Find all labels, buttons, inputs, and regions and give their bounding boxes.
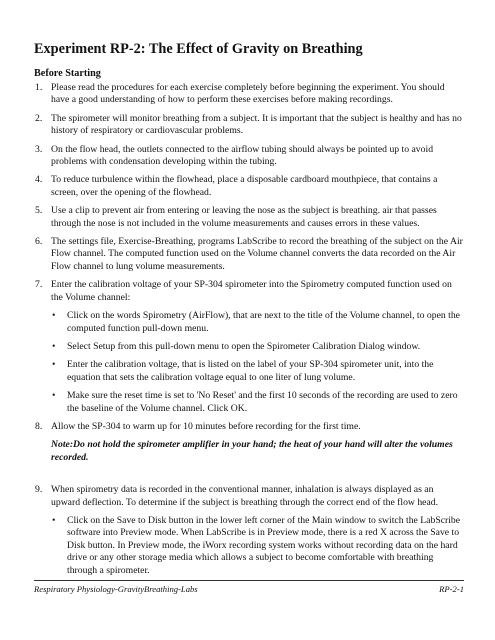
instruction-list xyxy=(34,82,464,583)
list-item-5 xyxy=(34,205,464,230)
sub-item xyxy=(51,310,464,335)
sub-item-text: Enter the calibration voltage, that is listed on the label of your SP-304 spirometer unit, into the equation that sets the calibration voltage equal to one liter of lung volume. xyxy=(67,359,434,383)
item-number: 2. xyxy=(35,112,43,124)
experiment-title: Experiment RP-2: The Effect of Gravity on Breathing xyxy=(34,41,363,57)
bullet-icon: • xyxy=(52,390,56,402)
bullet-icon: • xyxy=(52,514,56,526)
item-text: The spirometer will monitor breathing from a subject. It is important that the subject is healthy and has no history of respiratory or cardiovascular problems. xyxy=(51,112,462,137)
section-heading: Before Starting xyxy=(34,68,101,79)
item-number: 5. xyxy=(35,205,43,217)
item-text: Allow the SP-304 to warm up for 10 minutes before recording for the first time. xyxy=(51,420,361,432)
sub-item xyxy=(51,341,464,353)
sub-item-text: Click on the words Spirometry (AirFlow), that are next to the title of the Volume channel, to open the computed function pull-down menu. xyxy=(67,310,460,334)
sub-item xyxy=(51,515,464,577)
footer-page-number: RP-2-1 xyxy=(439,584,464,594)
item-text: When spirometry data is recorded in the conventional manner, inhalation is always displayed as an upward deflection. To determine if the subject is breathing through the correct end of the flow head. xyxy=(51,484,439,508)
item-text: Please read the procedures for each exercise completely before beginning the experiment. You should have a good understanding of how to perform these exercises before making recordings. xyxy=(51,82,445,106)
item-text: Enter the calibration voltage of your SP-304 spirometer into the Spirometry computed function used on the Volume channel: xyxy=(51,279,452,303)
list-item-3 xyxy=(34,144,464,169)
bullet-icon: • xyxy=(52,359,56,371)
item-text: To reduce turbulence within the flowhead, place a disposable cardboard mouthpiece, that contains a screen, over the opening of the flowhead. xyxy=(51,174,438,198)
item-text: On the flow head, the outlets connected to the airflow tubing should always be pointed up to avoid problems with condensation developing within the tubing. xyxy=(51,143,434,168)
list-item-1 xyxy=(34,82,464,107)
sub-item-text: Click on the Save to Disk button in the lower left corner of the Main window to switch the LabScribe software into Preview mode. When LabScribe is in Preview mode, there is a red X across the Save to Disk button. In Preview mode, the iWorx recording system works without recording data on the hard drive or any other storage media which allows a subject to become comfortable with breathing through a spirometer. xyxy=(67,514,461,576)
footer-divider xyxy=(34,580,464,581)
item-number: 9. xyxy=(35,484,43,496)
item-number: 3. xyxy=(35,143,43,155)
bullet-icon: • xyxy=(52,310,56,322)
sub-item-text: Select Setup from this pull-down menu to open the Spirometer Calibration Dialog window. xyxy=(67,340,421,352)
sub-item-text: Make sure the reset time is set to 'No Reset' and the first 10 seconds of the recording are used to zero the baseline of the Volume channel. Click OK. xyxy=(67,390,458,414)
list-item-7 xyxy=(34,279,464,415)
list-item-4 xyxy=(34,174,464,199)
list-item-6 xyxy=(34,236,464,273)
sub-item xyxy=(51,390,464,415)
list-item-9 xyxy=(34,484,464,577)
item-number: 1. xyxy=(35,82,43,93)
warning-note: Note:Do not hold the spirometer amplifier in your hand; the heat of your hand will alter the volumes recorded. xyxy=(51,439,453,463)
item-number: 8. xyxy=(35,420,43,432)
item-number: 4. xyxy=(35,174,43,186)
footer-course-title: Respiratory Physiology-GravityBreathing-Labs xyxy=(34,584,198,594)
item-number: 6. xyxy=(35,236,43,248)
sub-item xyxy=(51,359,464,384)
list-item-8 xyxy=(34,421,464,464)
item-text: The settings file, Exercise-Breathing, programs LabScribe to record the breathing of the subject on the Air Flow channel. The computed function used on the Volume channel converts the data recorded on the Air Flow channel to lung volume measurements. xyxy=(51,236,463,272)
bullet-icon: • xyxy=(52,340,56,352)
list-item-2 xyxy=(34,113,464,138)
item-text: Use a clip to prevent air from entering or leaving the nose as the subject is breathing. air that passes through the nose is not included in the volume measurements and causes errors in these values. xyxy=(51,205,437,229)
spacer xyxy=(34,470,464,484)
item-number: 7. xyxy=(35,279,43,291)
